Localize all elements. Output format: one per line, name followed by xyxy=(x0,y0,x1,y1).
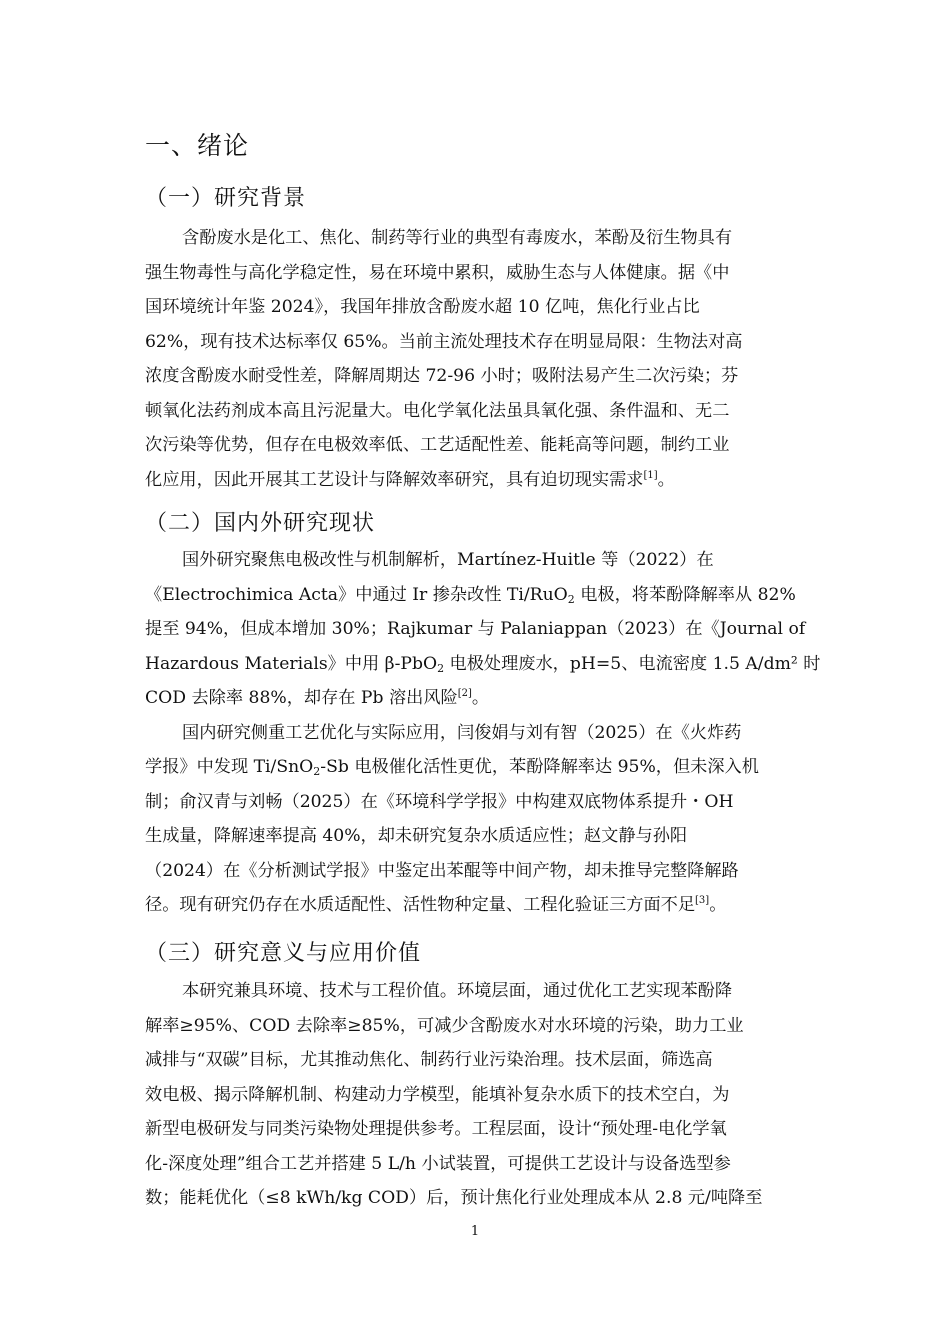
text-line xyxy=(145,578,805,613)
text-run: 电极，将苯酚降解率从 82% xyxy=(574,584,796,605)
subscript: 2 xyxy=(437,661,445,675)
subscript: 2 xyxy=(313,765,321,778)
text-line: 含酚废水是化工、焦化、制药等行业的典型有毒废水，苯酚及衍生物具有 xyxy=(182,228,733,248)
text-line: 解率≥95%、COD 去除率≥85%，可减少含酚废水对水环境的污染，助力工业 xyxy=(145,1015,744,1036)
text-line: 国内研究侧重工艺优化与实际应用，闫俊娟与刘有智（2025）在《火炸药 xyxy=(182,722,742,743)
text-run: Hazardous Materials》中用 β-PbO xyxy=(145,653,438,674)
text-line: 数；能耗优化（≤8 kWh/kg COD）后，预计焦化行业处理成本从 2.8 元/吨降至 xyxy=(145,1188,763,1208)
text-line: 效电极、揭示降解机制、构建动力学模型，能填补复杂水质下的技术空白，为 xyxy=(145,1084,730,1105)
page-number: 1 xyxy=(470,1224,480,1239)
citation-ref: [3] xyxy=(695,895,710,906)
paragraph-significance xyxy=(145,974,805,1216)
chapter-heading: 一、绪论 xyxy=(145,131,250,160)
text-line: 减排与“双碳”目标，尤其推动焦化、制药行业污染治理。技术层面，筛选高 xyxy=(145,1050,713,1070)
text-line: 制；俞汉青与刘畅（2025）在《环境科学学报》中构建双底物体系提升・OH xyxy=(145,791,734,812)
text-line: 新型电极研发与同类污染物处理提供参考。工程层面，设计“预处理-电化学氧 xyxy=(145,1119,727,1139)
text-run: 学报》中发现 Ti/SnO xyxy=(145,757,314,777)
text-run: 。 xyxy=(657,469,675,490)
text-run: 径。现有研究仍存在水质适配性、活性物种定量、工程化验证三方面不足 xyxy=(145,895,696,915)
paragraph-foreign-research xyxy=(145,543,821,923)
text-run: 电极处理废水，pH=5、电流密度 1.5 A/dm² 时 xyxy=(444,653,821,674)
text-run: COD 去除率 88%，却存在 Pb 溶出风险 xyxy=(145,688,458,708)
text-line: 强生物毒性与高化学稳定性，易在环境中累积，威胁生态与人体健康。据《中 xyxy=(145,262,730,283)
text-line: 国环境统计年鉴 2024》，我国年排放含酚废水超 10 亿吨，焦化行业占比 xyxy=(145,297,700,317)
text-line: 国外研究聚焦电极改性与机制解析，Martínez-Huitle 等（2022）在 xyxy=(182,550,714,570)
text-line xyxy=(145,647,821,682)
section-heading-significance: （三）研究意义与应用价值 xyxy=(145,941,422,966)
text-run: 。 xyxy=(709,895,727,915)
citation-ref: [2] xyxy=(457,688,472,699)
subscript: 2 xyxy=(567,592,575,606)
text-line: 顿氧化法药剂成本高且污泥量大。电化学氧化法虽具氧化强、条件温和、无二 xyxy=(145,400,730,421)
text-run: 《Electrochimica Acta》中通过 Ir 掺杂改性 Ti/RuO xyxy=(145,584,568,605)
text-line: 提至 94%，但成本增加 30%；Rajkumar 与 Palaniappan（2023）在《Journal of xyxy=(145,619,806,639)
text-run: 化应用，因此开展其工艺设计与降解效率研究，具有迫切现实需求 xyxy=(145,469,644,490)
text-line xyxy=(145,463,805,498)
text-line: 生成量，降解速率提高 40%，却未研究复杂水质适应性；赵文静与孙阳 xyxy=(145,826,688,846)
citation-ref: [1] xyxy=(643,469,658,481)
text-line xyxy=(145,750,805,785)
text-line: 化-深度处理”组合工艺并搭建 5 L/h 小试装置，可提供工艺设计与设备选型参 xyxy=(145,1153,731,1174)
text-line: 次污染等优势，但存在电极效率低、工艺适配性差、能耗高等问题，制约工业 xyxy=(145,435,730,455)
text-run: -Sb 电极催化活性更优，苯酚降解率达 95%，但未深入机 xyxy=(320,757,759,777)
paragraph-background xyxy=(145,221,805,497)
text-line: （2024）在《分析测试学报》中鉴定出苯醌等中间产物，却未推导完整降解路 xyxy=(145,860,739,881)
text-run: 。 xyxy=(471,688,490,708)
text-line xyxy=(145,681,805,716)
section-heading-background: （一）研究背景 xyxy=(145,186,307,211)
text-line: 62%，现有技术达标率仅 65%。当前主流处理技术存在明显局限：生物法对高 xyxy=(145,331,743,352)
text-line: 本研究兼具环境、技术与工程价值。环境层面，通过优化工艺实现苯酚降 xyxy=(182,981,733,1001)
text-line xyxy=(145,888,805,923)
section-heading-status: （二）国内外研究现状 xyxy=(145,511,376,536)
text-line: 浓度含酚废水耐受性差，降解周期达 72-96 小时；吸附法易产生二次污染；芬 xyxy=(145,366,739,386)
